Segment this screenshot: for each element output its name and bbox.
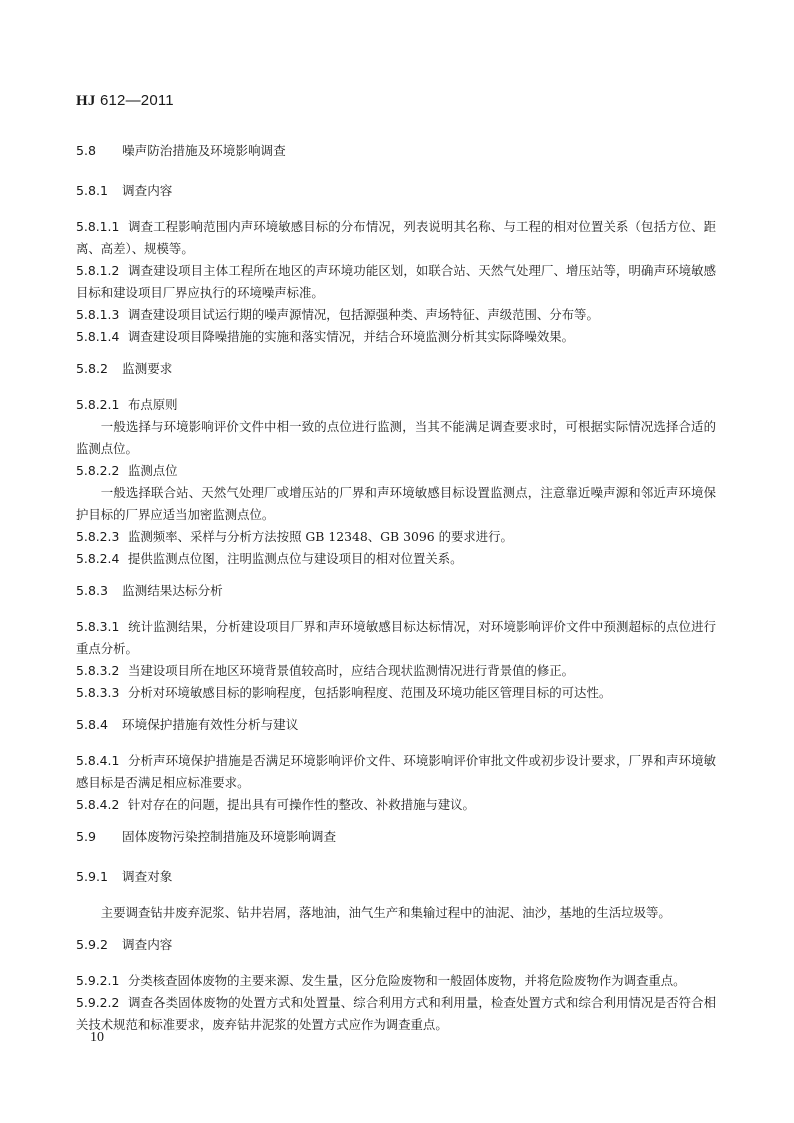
clause-number: 5.8.3.3 xyxy=(76,685,120,700)
clause xyxy=(76,750,716,794)
section-heading xyxy=(76,140,716,162)
subsection-heading xyxy=(76,358,716,380)
document-body xyxy=(76,140,716,1036)
section-body: 主要调查钻井废弃泥浆、钻井岩屑，落地油，油气生产和集输过程中的油泥、油沙，基地的生活垃圾等。 xyxy=(100,905,671,920)
clause-number: 5.9.2.2 xyxy=(76,995,120,1010)
clause-number: 5.8.2.4 xyxy=(76,551,120,566)
clause xyxy=(76,970,716,992)
subsection-title: 监测结果达标分析 xyxy=(122,583,223,598)
clause-number: 5.8.2.1 xyxy=(76,397,120,412)
subsection-heading xyxy=(76,714,716,736)
subsection-number: 5.9.2 xyxy=(76,937,109,952)
clause xyxy=(76,260,716,304)
clause-number: 5.8.1.1 xyxy=(76,219,120,234)
subsection-title: 监测要求 xyxy=(122,361,173,376)
clause xyxy=(76,326,716,348)
subsection-number: 5.8.2 xyxy=(76,361,109,376)
clause-number: 5.8.4.2 xyxy=(76,797,120,812)
clause-text: 统计监测结果，分析建设项目厂界和声环境敏感目标达标情况，对环境影响评价文件中预测超标的点位进行重点分析。 xyxy=(76,619,716,656)
clause-text: 分类核查固体废物的主要来源、发生量，区分危险废物和一般固体废物，并将危险废物作为调查重点。 xyxy=(128,973,686,988)
clause xyxy=(76,992,716,1036)
clause-number: 5.8.1.3 xyxy=(76,307,120,322)
clause-text: 监测点位 xyxy=(128,463,178,478)
standard-code: 612—2011 xyxy=(99,92,174,109)
clause xyxy=(76,548,716,570)
clause xyxy=(76,216,716,260)
clause-text: 调查建设项目试运行期的噪声源情况，包括源强种类、声场特征、声级范围、分布等。 xyxy=(128,307,599,322)
clause-body: 一般选择与环境影响评价文件中相一致的点位进行监测，当其不能满足调查要求时，可根据实际情况选择合适的监测点位。 xyxy=(76,419,716,456)
clause-text: 布点原则 xyxy=(128,397,178,412)
clause xyxy=(76,682,716,704)
clause-text: 分析对环境敏感目标的影响程度，包括影响程度、范围及环境功能区管理目标的可达性。 xyxy=(128,685,612,700)
subsection-title: 调查对象 xyxy=(122,869,173,884)
section-title: 固体废物污染控制措施及环境影响调查 xyxy=(122,829,337,844)
clause-number: 5.8.3.2 xyxy=(76,663,120,678)
standard-header xyxy=(76,92,174,110)
subsection-title: 调查内容 xyxy=(122,183,173,198)
clause-text: 分析声环境保护措施是否满足环境影响评价文件、环境影响评价审批文件或初步设计要求，厂界和声环境敏感目标是否满足相应标准要求。 xyxy=(76,753,716,790)
page-number: 10 xyxy=(90,1030,104,1045)
clause-text: 调查工程影响范围内声环境敏感目标的分布情况，列表说明其名称、与工程的相对位置关系（包括方位、距离、高差）、规模等。 xyxy=(76,219,716,256)
clause-number: 5.9.2.1 xyxy=(76,973,120,988)
subsection-title: 环境保护措施有效性分析与建议 xyxy=(122,717,299,732)
clause-text: 提供监测点位图，注明监测点位与建设项目的相对位置关系。 xyxy=(128,551,463,566)
subsection-heading xyxy=(76,580,716,602)
clause-text: 针对存在的问题，提出具有可操作性的整改、补救措施与建议。 xyxy=(128,797,475,812)
clause-number: 5.8.1.2 xyxy=(76,263,120,278)
clause-text: 当建设项目所在地区环境背景值较高时，应结合现状监测情况进行背景值的修正。 xyxy=(128,663,575,678)
clause xyxy=(76,794,716,816)
clause-number: 5.8.4.1 xyxy=(76,753,120,768)
section-heading xyxy=(76,826,716,848)
subsection-heading xyxy=(76,866,716,888)
clause xyxy=(76,616,716,660)
clause-text: 调查建设项目主体工程所在地区的声环境功能区划，如联合站、天然气处理厂、增压站等，明确声环境敏感目标和建设项目厂界应执行的环境噪声标准。 xyxy=(76,263,716,300)
subsection-heading xyxy=(76,934,716,956)
clause-text: 调查各类固体废物的处置方式和处置量、综合利用方式和利用量，检查处置方式和综合利用情况是否符合相关技术规范和标准要求，废弃钻井泥浆的处置方式应作为调查重点。 xyxy=(76,995,716,1032)
subsection-number: 5.8.3 xyxy=(76,583,109,598)
clause-text: 监测频率、采样与分析方法按照 GB 12348、GB 3096 的要求进行。 xyxy=(128,529,513,544)
clause xyxy=(76,460,716,482)
subsection-heading xyxy=(76,180,716,202)
clause-number: 5.8.1.4 xyxy=(76,329,120,344)
subsection-number: 5.9.1 xyxy=(76,869,109,884)
clause xyxy=(76,304,716,326)
clause-number: 5.8.2.3 xyxy=(76,529,120,544)
clause-body: 一般选择联合站、天然气处理厂或增压站的厂界和声环境敏感目标设置监测点，注意靠近噪声源和邻近声环境保护目标的厂界应适当加密监测点位。 xyxy=(76,485,716,522)
subsection-number: 5.8.1 xyxy=(76,183,109,198)
section-number: 5.9 xyxy=(76,829,97,844)
clause-number: 5.8.3.1 xyxy=(76,619,120,634)
section-number: 5.8 xyxy=(76,143,97,158)
clause-text: 调查建设项目降噪措施的实施和落实情况，并结合环境监测分析其实际降噪效果。 xyxy=(128,329,575,344)
clause-number: 5.8.2.2 xyxy=(76,463,120,478)
clause xyxy=(76,660,716,682)
standard-prefix: HJ xyxy=(76,93,96,109)
subsection-title: 调查内容 xyxy=(122,937,173,952)
clause xyxy=(76,526,716,548)
subsection-number: 5.8.4 xyxy=(76,717,109,732)
clause xyxy=(76,394,716,416)
section-title: 噪声防治措施及环境影响调查 xyxy=(122,143,286,158)
